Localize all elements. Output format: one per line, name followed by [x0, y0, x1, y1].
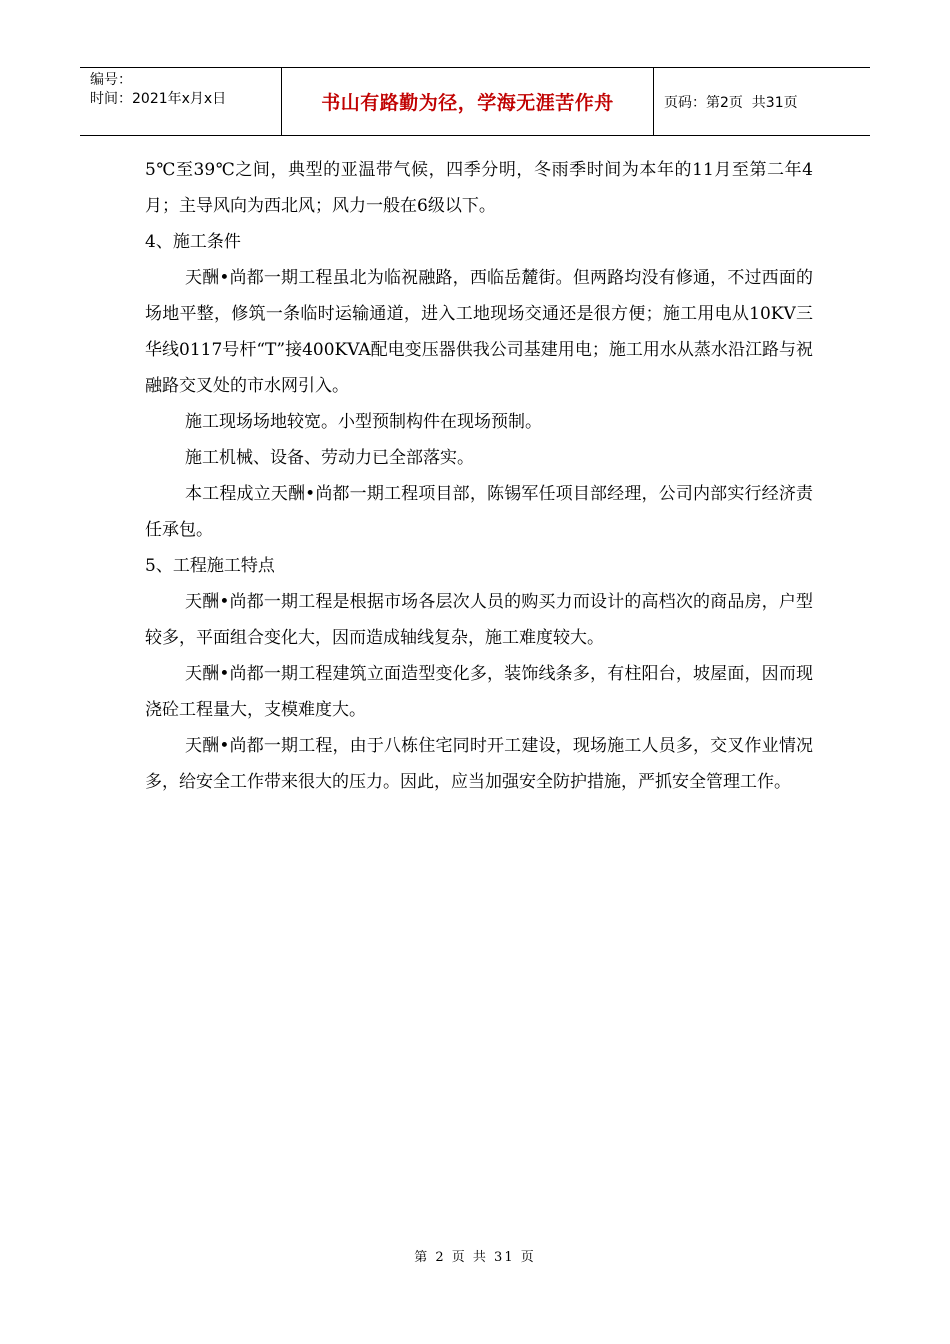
document-body — [145, 152, 813, 800]
header-motto-cell — [282, 68, 654, 135]
page-footer: 第 2 页 共 31 页 — [414, 1250, 536, 1265]
paragraph-resources: 施工机械、设备、劳动力已全部落实。 — [185, 448, 474, 468]
paragraph-climate: 5℃至39℃之间，典型的亚温带气候，四季分明，冬雨季时间为本年的11月至第二年4月；主导风向为西北风；风力一般在6级以下。 — [145, 160, 813, 216]
paragraph-site: 施工现场场地较宽。小型预制构件在现场预制。 — [185, 412, 542, 432]
paragraph-feature-3: 天酬•尚都一期工程，由于八栋住宅同时开工建设，现场施工人员多，交叉作业情况多，给安全工作带来很大的压力。因此，应当加强安全防护措施，严抓安全管理工作。 — [145, 736, 813, 792]
section-heading-5: 5、工程施工特点 — [145, 556, 275, 576]
header-page-info: 页码：第2页 共31页 — [664, 94, 798, 111]
document-header — [80, 67, 870, 136]
paragraph-project-dept: 本工程成立天酬•尚都一期工程项目部，陈锡军任项目部经理，公司内部实行经济责任承包。 — [145, 484, 813, 540]
paragraph-construction-conditions: 天酬•尚都一期工程虽北为临祝融路，西临岳麓街。但两路均没有修通，不过西面的场地平整，修筑一条临时运输通道，进入工地现场交通还是很方便；施工用电从10KV三华线0117号杆“T”接400KVA配电变压器供我公司基建用电；施工用水从蒸水沿江路与祝融路交叉处的市水网引入。 — [145, 268, 813, 396]
header-motto: 书山有路勤为径，学海无涯苦作舟 — [321, 92, 614, 114]
paragraph-feature-2: 天酬•尚都一期工程建筑立面造型变化多，装饰线条多，有柱阳台，坡屋面，因而现浇砼工程量大，支模难度大。 — [145, 664, 813, 720]
header-page-info-cell — [654, 68, 870, 135]
paragraph-feature-1: 天酬•尚都一期工程是根据市场各层次人员的购买力而设计的高档次的商品房，户型较多，平面组合变化大，因而造成轴线复杂，施工难度较大。 — [145, 592, 813, 648]
number-label: 编号： — [90, 72, 132, 88]
header-meta — [80, 68, 282, 135]
section-heading-4: 4、施工条件 — [145, 232, 241, 252]
time-label: 时间：2021年x月x日 — [90, 91, 227, 107]
